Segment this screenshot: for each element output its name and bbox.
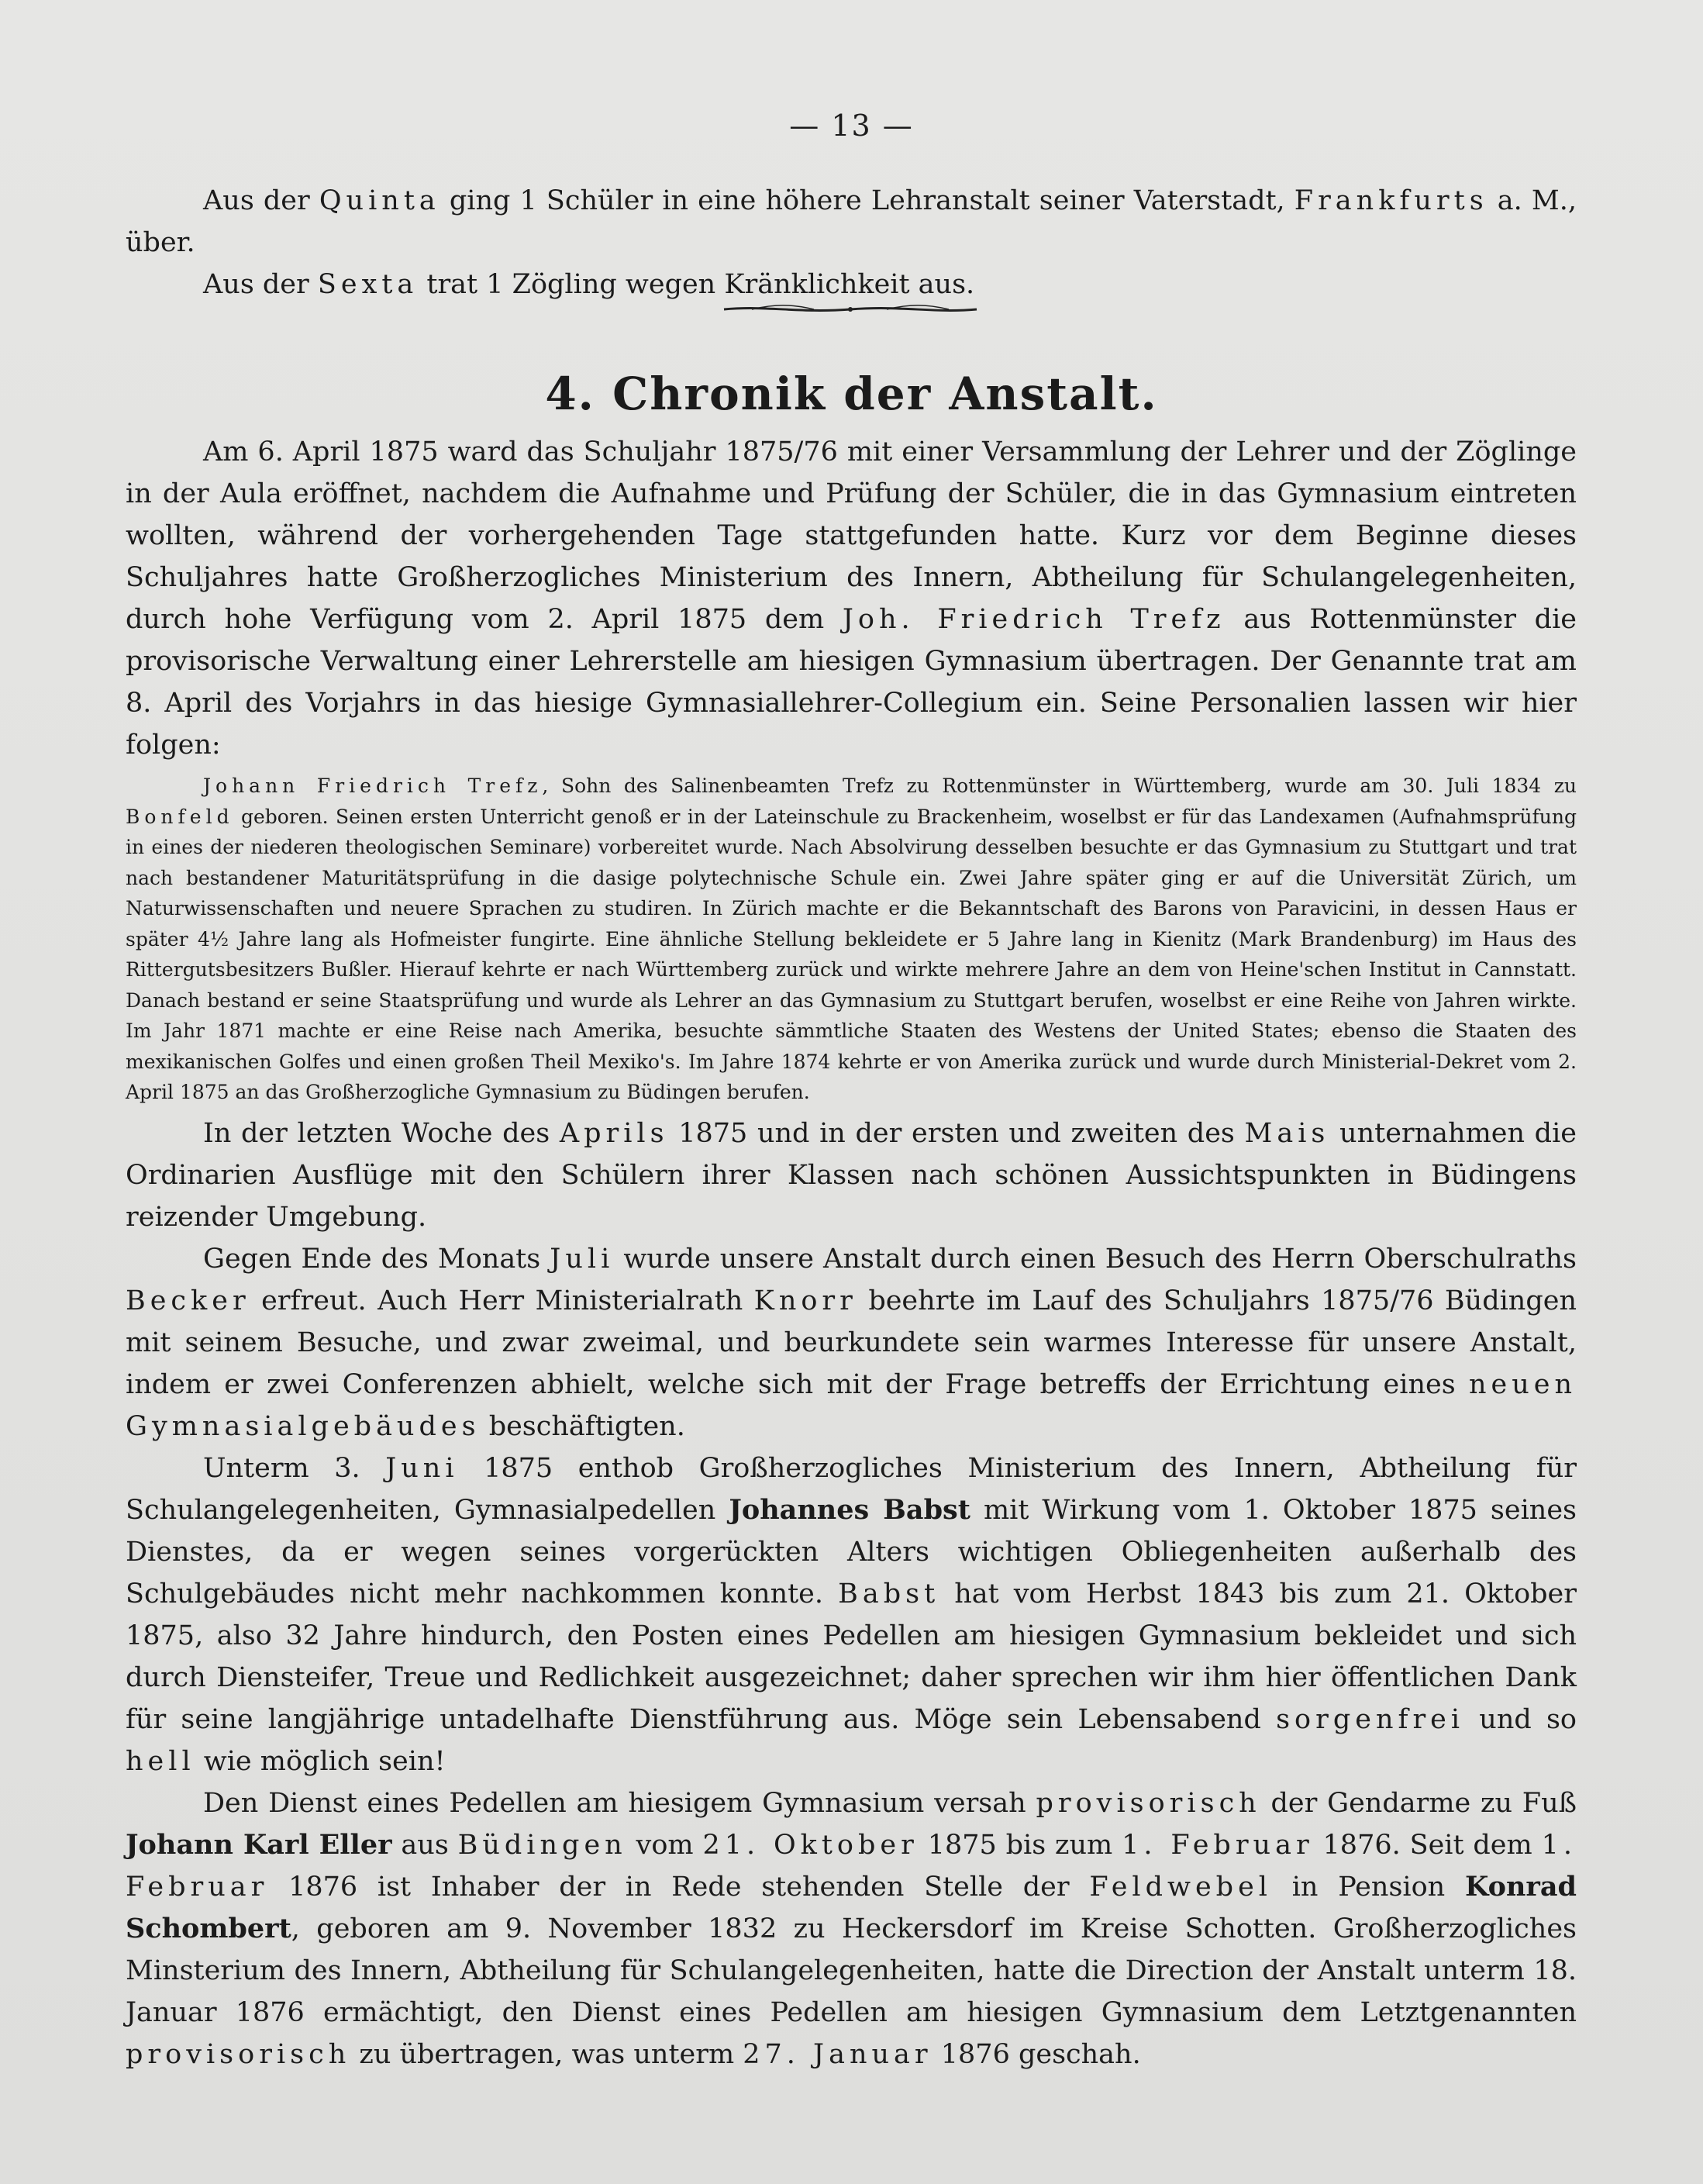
- emphasis-trefz: Joh. Friedrich Trefz: [842, 604, 1226, 635]
- intro-section: [126, 180, 1577, 305]
- emphasis-sorgenfrei: sorgenfrei: [1276, 1703, 1465, 1735]
- emphasis-mai: Mais: [1244, 1117, 1330, 1149]
- bio-place: Bonfeld: [126, 805, 234, 828]
- emphasis-buedingen: Büdingen: [457, 1829, 627, 1861]
- emphasis-babst-name: Johannes Babst: [729, 1493, 970, 1526]
- paragraph-excursions: In der letzten Woche des Aprils 1875 und in der ersten und zweiten des Mais unternahmen die Ordinarien Ausflüge mit den Schülern ihrer Klassen nach schönen Aussichtspunkten in Büdingens reizender Umgebung.: [126, 1117, 1577, 1233]
- emphasis-knorr: Knorr: [753, 1285, 857, 1316]
- paragraph-school-year: Am 6. April 1875 ward das Schuljahr 1875/76 mit einer Versammlung der Lehrer und der Zöglinge in der Aula eröffnet, nachdem die Aufnahme und Prüfung der Schüler, die in das Gymnasium eintreten wollten, während der vorhergehenden Tage stattgefunden hatte. Kurz vor dem Beginne dieses Schuljahres hatte Großherzogliches Ministerium des Innern, Abtheilung für Schulangelegenheiten, durch hohe Verfügung vom 2. April 1875 dem Joh. Friedrich Trefz aus Rottenmünster die provisorische Verwaltung einer Lehrerstelle am hiesigen Gymnasium übertragen. Der Genannte trat am 8. April des Vorjahrs in das hiesige Gymnasiallehrer-Collegium ein. Seine Personalien lassen wir hier folgen:: [126, 436, 1577, 761]
- paragraph-babst: Unterm 3. Juni 1875 enthob Großherzogliches Ministerium des Innern, Abtheilung für Schulangelegenheiten, Gymnasialpedellen Johannes Babst mit Wirkung vom 1. Oktober 1875 seines Dienstes, da er wegen seines vorgerückten Alters wichtigen Obliegenheiten außerhalb des Schulgebäudes nicht mehr nachkommen konnte. Babst hat vom Herbst 1843 bis zum 21. Oktober 1875, also 32 Jahre hindurch, den Posten eines Pedellen am hiesigen Gymnasium bekleidet und sich durch Diensteifer, Treue und Redlichkeit ausgezeichnet; daher sprechen wir ihm hier öffentlichen Dank für seine langjährige untadelhafte Dienstführung aus. Möge sein Lebensabend sorgenfrei und so hell wie möglich sein!: [126, 1452, 1577, 1777]
- ornament-divider: [721, 298, 980, 321]
- bio-name: Johann Friedrich Trefz: [203, 775, 543, 797]
- intro-paragraph-quinta: Aus der Quinta ging 1 Schüler in eine höhere Lehranstalt seiner Vaterstadt, Frankfurts a. M., über.: [126, 185, 1577, 258]
- biography-trefz: Johann Friedrich Trefz, Sohn des Salinenbeamten Trefz zu Rottenmünster in Württemberg, wurde am 30. Juli 1834 zu Bonfeld geboren. Seinen ersten Unterricht genoß er in der Lateinschule zu Brackenheim, woselbst er für das Landexamen (Aufnahmsprüfung in eines der niederen theologischen Seminare) vorbereitet wurde. Nach Absolvirung desselben besuchte er das Gymnasium zu Stuttgart und trat nach bestandener Maturitätsprüfung in die dasige polytechnische Schule ein. Zwei Jahre später ging er auf die Universität Zürich, um Naturwissenschaften und neuere Sprachen zu studiren. In Zürich machte er die Bekanntschaft des Barons von Paravicini, in dessen Haus er später 4½ Jahre lang als Hofmeister fungirte. Eine ähnliche Stellung bekleidete er 5 Jahre lang in Kienitz (Mark Brandenburg) im Haus des Rittergutsbesitzers Bußler. Hierauf kehrte er nach Württemberg zurück und wirkte mehrere Jahre an dem von Heine'schen Institut in Cannstatt. Danach bestand er seine Staatsprüfung und wurde als Lehrer an das Gymnasium zu Stuttgart berufen, woselbst er eine Reihe von Jahren wirkte. Im Jahr 1871 machte er eine Reise nach Amerika, besuchte sämmtliche Staaten des Westens der United States; ebenso die Staaten des mexikanischen Golfes und einen großen Theil Mexiko's. Im Jahre 1874 kehrte er von Amerika zurück und wurde durch Ministerial-Dekret vom 2. April 1875 an das Großherzogliche Gymnasium zu Büdingen berufen.: [126, 775, 1577, 1103]
- chronicle-section: [126, 431, 1577, 2075]
- emphasis-april: Aprils: [559, 1117, 669, 1149]
- emphasis-date-februar-2: 1. Februar: [126, 1829, 1577, 1903]
- emphasis-quinta: Quinta: [319, 185, 440, 216]
- paragraph-visits: Gegen Ende des Monats Juli wurde unsere Anstalt durch einen Besuch des Herrn Oberschulraths Becker erfreut. Auch Herr Ministerialrath Knorr beehrte im Lauf des Schuljahrs 1875/76 Büdingen mit seinem Besuche, und zwar zweimal, und beurkundete sein warmes Interesse für unsere Anstalt, indem er zwei Conferenzen abhielt, welche sich mit der Frage betreffs der Errichtung eines neuen Gymnasialgebäudes beschäftigten.: [126, 1243, 1577, 1442]
- emphasis-schombert: Konrad Schombert: [126, 1870, 1577, 1944]
- emphasis-eller: Johann Karl Eller: [126, 1828, 392, 1861]
- paragraph-pedell: Den Dienst eines Pedellen am hiesigem Gymnasium versah provisorisch der Gendarme zu Fuß Johann Karl Eller aus Büdingen vom 21. Oktober 1875 bis zum 1. Februar 1876. Seit dem 1. Februar 1876 ist Inhaber der in Rede stehenden Stelle der Feldwebel in Pension Konrad Schombert, geboren am 9. November 1832 zu Heckersdorf im Kreise Schotten. Großherzogliches Minsterium des Innern, Abtheilung für Schulangelegenheiten, hatte die Direction der Anstalt unterm 18. Januar 1876 ermächtigt, den Dienst eines Pedellen am hiesigen Gymnasium dem Letztgenannten provisorisch zu übertragen, was unterm 27. Januar 1876 geschah.: [126, 1787, 1577, 2070]
- emphasis-feldwebel: Feldwebel: [1089, 1871, 1272, 1903]
- emphasis-date-februar: 1. Februar: [1122, 1829, 1314, 1861]
- section-heading: 4. Chronik der Anstalt.: [545, 367, 1158, 420]
- emphasis-frankfurt: Frankfurts: [1294, 185, 1488, 216]
- emphasis-juni: Juni: [385, 1452, 459, 1484]
- intro-paragraph-sexta: Aus der Sexta trat 1 Zögling wegen Kränklichkeit aus.: [203, 269, 975, 300]
- emphasis-date-oktober: 21. Oktober: [702, 1829, 919, 1861]
- emphasis-juli: Juli: [550, 1243, 615, 1275]
- emphasis-becker: Becker: [126, 1285, 250, 1316]
- emphasis-provisorisch: provisorisch: [1036, 1787, 1261, 1819]
- emphasis-hell: hell: [126, 1745, 195, 1777]
- emphasis-sexta: Sexta: [317, 269, 419, 300]
- emphasis-date-januar: 27. Januar: [743, 2038, 933, 2070]
- emphasis-babst: Babst: [838, 1578, 940, 1610]
- emphasis-neuen: neuen Gymnasialgebäudes: [126, 1368, 1577, 1442]
- emphasis-provisorisch-2: provisorisch: [126, 2038, 351, 2070]
- page-number: — 13 —: [789, 109, 914, 143]
